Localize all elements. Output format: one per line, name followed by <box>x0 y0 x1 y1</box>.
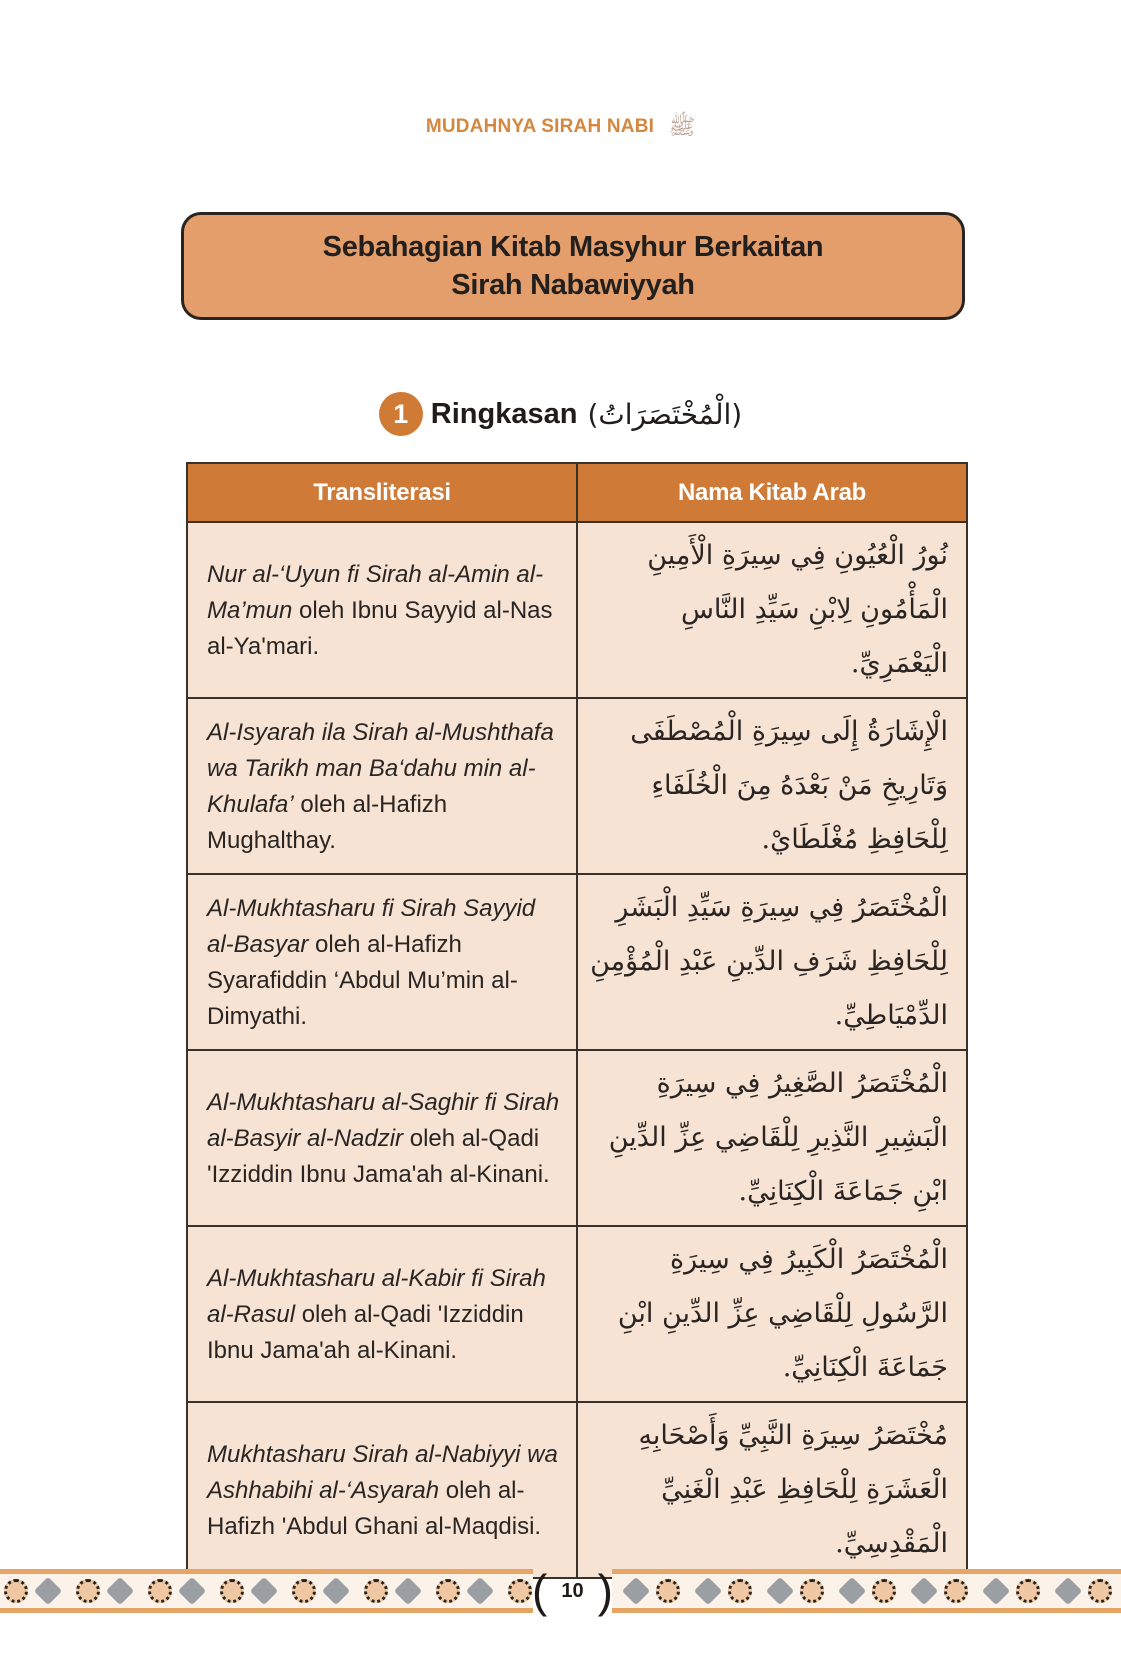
rosette-ornament-icon <box>728 1579 752 1603</box>
diamond-ornament-icon <box>838 1577 866 1605</box>
page-number-bracket-right: ) <box>597 1565 613 1617</box>
kitab-author: oleh al-Qadi 'Izziddin Ibnu Jama'ah al-Kinani. <box>207 1125 550 1188</box>
diamond-ornament-icon <box>394 1577 422 1605</box>
table-row <box>187 1402 967 1578</box>
running-header-title: MUDAHNYA SIRAH NABI <box>425 116 655 137</box>
table-row <box>187 1050 967 1226</box>
section-arabic-label: (الْمُخْتَصَرَاتُ) <box>587 397 743 431</box>
ornamental-border-left <box>0 1569 533 1613</box>
kitab-author: oleh al-Hafizh 'Abdul Ghani al-Maqdisi. <box>207 1477 542 1540</box>
table-row <box>187 698 967 874</box>
running-header <box>0 116 1121 138</box>
rosette-ornament-icon <box>4 1579 28 1603</box>
kitab-author: oleh al-Hafizh Syarafiddin ‘Abdul Mu’min al-Dimyathi. <box>207 931 518 1030</box>
diamond-ornament-icon <box>178 1577 206 1605</box>
rosette-ornament-icon <box>508 1579 532 1603</box>
diamond-ornament-icon <box>34 1577 62 1605</box>
arabic-title-cell: نُورُ الْعُيُونِ فِي سِيرَةِ الْأَمِينِ الْمَأْمُونِ لِابْنِ سَيِّدِ النَّاسِ الْيَعْمَرِيِّ. <box>577 522 967 698</box>
diamond-ornament-icon <box>106 1577 134 1605</box>
kitab-title: Al-Mukhtasharu al-Kabir fi Sirah al-Rasul <box>207 1265 546 1328</box>
title-line-2: Sirah Nabawiyyah <box>451 269 695 301</box>
diamond-ornament-icon <box>466 1577 494 1605</box>
kitab-title: Al-Mukhtasharu al-Saghir fi Sirah al-Basyir al-Nadzir <box>207 1089 560 1152</box>
rosette-ornament-icon <box>292 1579 316 1603</box>
diamond-ornament-icon <box>250 1577 278 1605</box>
rosette-ornament-icon <box>800 1579 824 1603</box>
kitab-table <box>186 462 968 1579</box>
kitab-title: Al-Mukhtasharu fi Sirah Sayyid al-Basyar <box>207 895 536 958</box>
kitab-author: oleh Ibnu Sayyid al-Nas al-Ya'mari. <box>207 597 553 660</box>
transliteration-cell <box>187 874 577 1050</box>
diamond-ornament-icon <box>982 1577 1010 1605</box>
table-row <box>187 874 967 1050</box>
rosette-ornament-icon <box>1016 1579 1040 1603</box>
transliteration-cell <box>187 1402 577 1578</box>
diamond-ornament-icon <box>1054 1577 1082 1605</box>
diamond-ornament-icon <box>694 1577 722 1605</box>
arabic-title-cell: مُخْتَصَرُ سِيرَةِ النَّبِيِّ وَأَصْحَابِهِ الْعَشَرَةِ لِلْحَافِظِ عَبْدِ الْغَنِيِّ الْمَقْدِسِيِّ. <box>577 1402 967 1578</box>
table-row <box>187 522 967 698</box>
arabic-title-cell: الْمُخْتَصَرُ الْكَبِيرُ فِي سِيرَةِ الرَّسُولِ لِلْقَاضِي عِزِّ الدِّينِ ابْنِ جَمَاعَةَ الْكِنَانِيِّ. <box>577 1226 967 1402</box>
kitab-author: oleh al-Hafizh Mughalthay. <box>207 791 448 854</box>
title-line-1: Sebahagian Kitab Masyhur Berkaitan <box>322 231 824 263</box>
diamond-ornament-icon <box>766 1577 794 1605</box>
diamond-ornament-icon <box>622 1577 650 1605</box>
saw-calligraphy-icon: ﷺ <box>668 114 696 139</box>
rosette-ornament-icon <box>76 1579 100 1603</box>
arabic-title-cell: الْمُخْتَصَرُ الصَّغِيرُ فِي سِيرَةِ الْبَشِيرِ النَّذِيرِ لِلْقَاضِي عِزِّ الدِّينِ ابْنِ جَمَاعَةَ الْكِنَانِيِّ. <box>577 1050 967 1226</box>
arabic-title-cell: الْإِشَارَةُ إِلَى سِيرَةِ الْمُصْطَفَى وَتَارِيخِ مَنْ بَعْدَهُ مِنَ الْخُلَفَاءِ لِلْحَافِظِ مُغْلَطَايْ. <box>577 698 967 874</box>
rosette-ornament-icon <box>1088 1579 1112 1603</box>
rosette-ornament-icon <box>148 1579 172 1603</box>
transliteration-cell <box>187 1226 577 1402</box>
rosette-ornament-icon <box>220 1579 244 1603</box>
transliteration-cell <box>187 698 577 874</box>
column-header-nama-kitab-arab: Nama Kitab Arab <box>577 463 967 522</box>
section-label: Ringkasan <box>430 397 578 430</box>
section-number-badge: 1 <box>379 392 423 436</box>
table-header-row <box>187 463 967 522</box>
section-heading <box>0 392 1121 436</box>
column-header-transliterasi: Transliterasi <box>187 463 577 522</box>
rosette-ornament-icon <box>944 1579 968 1603</box>
diamond-ornament-icon <box>322 1577 350 1605</box>
page-number-value: 10 <box>561 1579 584 1602</box>
diamond-ornament-icon <box>910 1577 938 1605</box>
arabic-title-cell: الْمُخْتَصَرُ فِي سِيرَةِ سَيِّدِ الْبَشَرِ لِلْحَافِظِ شَرَفِ الدِّينِ عَبْدِ الْمُؤْمِنِ الدِّمْيَاطِيِّ. <box>577 874 967 1050</box>
kitab-title: Mukhtasharu Sirah al-Nabiyyi wa Ashhabihi al-‘Asyarah <box>207 1441 558 1504</box>
table-row <box>187 1226 967 1402</box>
title-box <box>181 212 965 320</box>
rosette-ornament-icon <box>656 1579 680 1603</box>
rosette-ornament-icon <box>872 1579 896 1603</box>
kitab-title: Al-Isyarah ila Sirah al-Mushthafa wa Tarikh man Ba‘dahu min al-Khulafa’ <box>207 719 554 818</box>
transliteration-cell <box>187 522 577 698</box>
page-number <box>532 1565 613 1617</box>
ornamental-border-right <box>612 1569 1121 1613</box>
rosette-ornament-icon <box>436 1579 460 1603</box>
page-number-bracket-left: ( <box>532 1565 548 1617</box>
kitab-author: oleh al-Qadi 'Izziddin Ibnu Jama'ah al-Kinani. <box>207 1301 524 1364</box>
kitab-title: Nur al-‘Uyun fi Sirah al-Amin al-Ma’mun <box>207 561 544 624</box>
rosette-ornament-icon <box>364 1579 388 1603</box>
transliteration-cell <box>187 1050 577 1226</box>
